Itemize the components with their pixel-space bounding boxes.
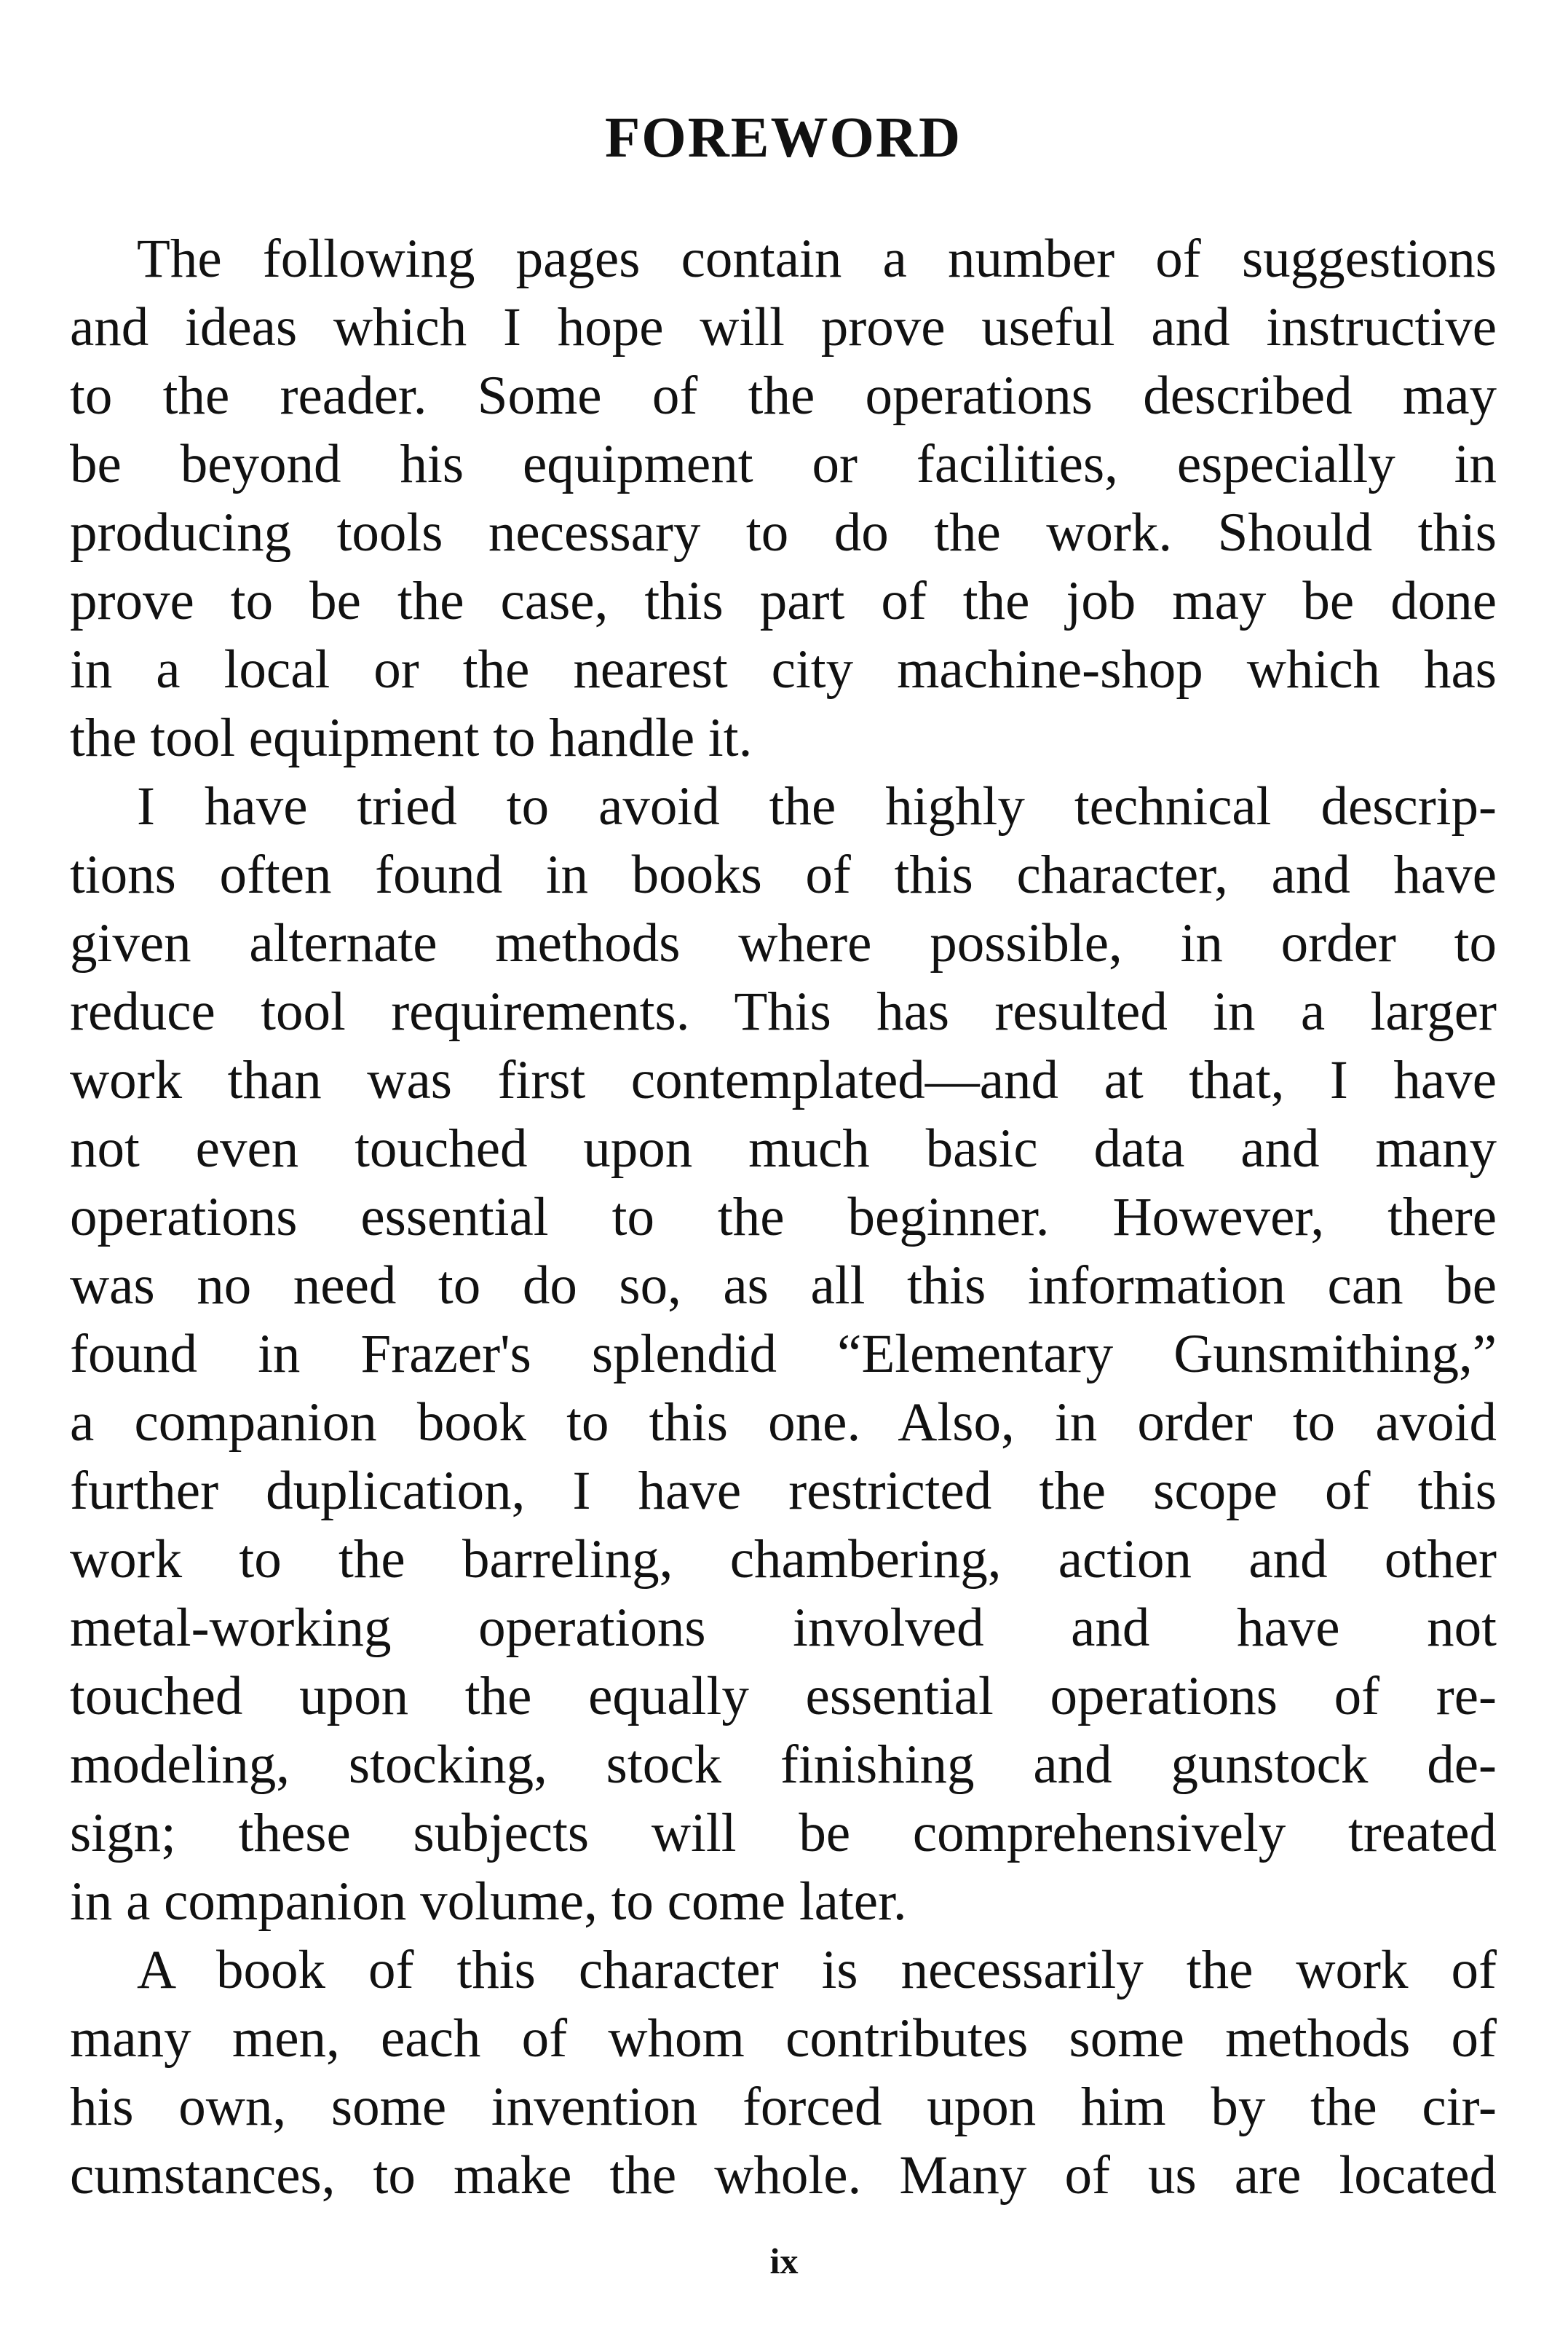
text-line: operations essential to the beginner. However, there	[70, 1187, 1497, 1247]
text-line: work to the barreling, chambering, action and other	[70, 1529, 1497, 1590]
text-line: was no need to do so, as all this information can be	[70, 1255, 1497, 1316]
paragraph-1	[70, 225, 1497, 773]
text-line: The following pages contain a number of suggestions	[137, 229, 1497, 289]
text-line: his own, some invention forced upon him by the cir-	[70, 2077, 1497, 2137]
text-line: further duplication, I have restricted the scope of this	[70, 1461, 1497, 1521]
text-line: work than was first contemplated—and at that, I have	[70, 1050, 1497, 1110]
text-line: found in Frazer's splendid “Elementary Gunsmithing,”	[70, 1324, 1497, 1384]
page-number: ix	[769, 2241, 799, 2281]
text-line: cumstances, to make the whole. Many of us are located	[70, 2145, 1497, 2206]
text-line: to the reader. Some of the operations described may	[70, 366, 1497, 426]
text-line: modeling, stocking, stock finishing and gunstock de-	[70, 1734, 1497, 1795]
text-line: reduce tool requirements. This has resulted in a larger	[70, 982, 1497, 1042]
text-line: sign; these subjects will be comprehensively treated	[70, 1803, 1497, 1863]
text-line: a companion book to this one. Also, in order to avoid	[70, 1392, 1497, 1453]
text-line: and ideas which I hope will prove useful and instructive	[70, 297, 1497, 358]
text-line: metal-working operations involved and have not	[70, 1598, 1497, 1658]
text-line: I have tried to avoid the highly technical descrip-	[137, 776, 1497, 837]
text-line: in a companion volume, to come later.	[70, 1871, 907, 1932]
paragraph-2	[70, 773, 1497, 1936]
text-line: the tool equipment to handle it.	[70, 708, 753, 768]
text-line: not even touched upon much basic data and many	[70, 1118, 1497, 1179]
text-line: producing tools necessary to do the work. Should this	[70, 502, 1497, 563]
text-line: tions often found in books of this character, and have	[70, 845, 1497, 905]
text-line: prove to be the case, this part of the job may be done	[70, 571, 1497, 631]
paragraph-3	[70, 1936, 1497, 2210]
page-title: FOREWORD	[605, 106, 962, 170]
text-line: in a local or the nearest city machine-shop which has	[70, 639, 1497, 700]
text-line: touched upon the equally essential operations of re-	[70, 1666, 1497, 1726]
text-line: given alternate methods where possible, in order to	[70, 913, 1497, 974]
text-line: be beyond his equipment or facilities, especially in	[70, 434, 1497, 494]
foreword-page	[70, 106, 1497, 2210]
text-line: many men, each of whom contributes some methods of	[70, 2008, 1497, 2069]
text-line: A book of this character is necessarily the work of	[137, 1940, 1497, 2000]
